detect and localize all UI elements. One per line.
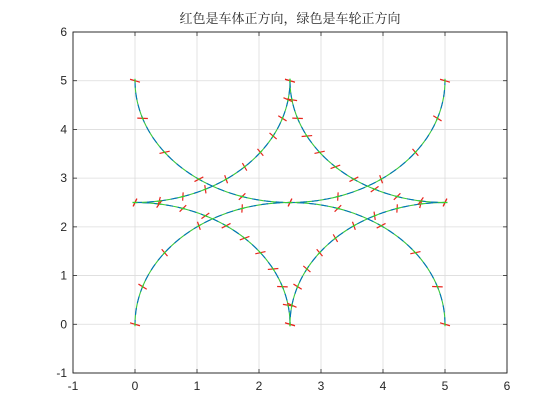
y-tick-label: 0 [60,317,67,332]
wheel-direction-mark [157,201,162,202]
wheel-direction-mark [418,201,423,202]
y-tick-label: 2 [60,219,67,234]
x-tick-label: 3 [317,379,325,393]
x-tick-label: 5 [441,379,449,393]
wheel-direction-mark [292,98,293,102]
y-tick-label: 6 [60,25,67,39]
x-tick-label: 2 [255,379,263,393]
x-tick-label: -1 [67,379,79,393]
x-tick-label: 6 [503,379,511,393]
wheel-direction-mark [292,303,293,307]
x-tick-label: 0 [131,379,139,393]
y-tick-label: -1 [56,366,67,380]
wheel-direction-mark [157,204,162,205]
y-tick-label: 1 [60,268,67,283]
y-tick-label: 4 [60,122,67,137]
y-tick-label: 3 [60,171,67,186]
chart-title: 红色是车体正方向，绿色是车轮正方向 [179,12,401,27]
x-tick-label: 1 [193,379,201,393]
x-tick-label: 4 [379,379,387,393]
y-tick-label: 5 [60,73,67,88]
